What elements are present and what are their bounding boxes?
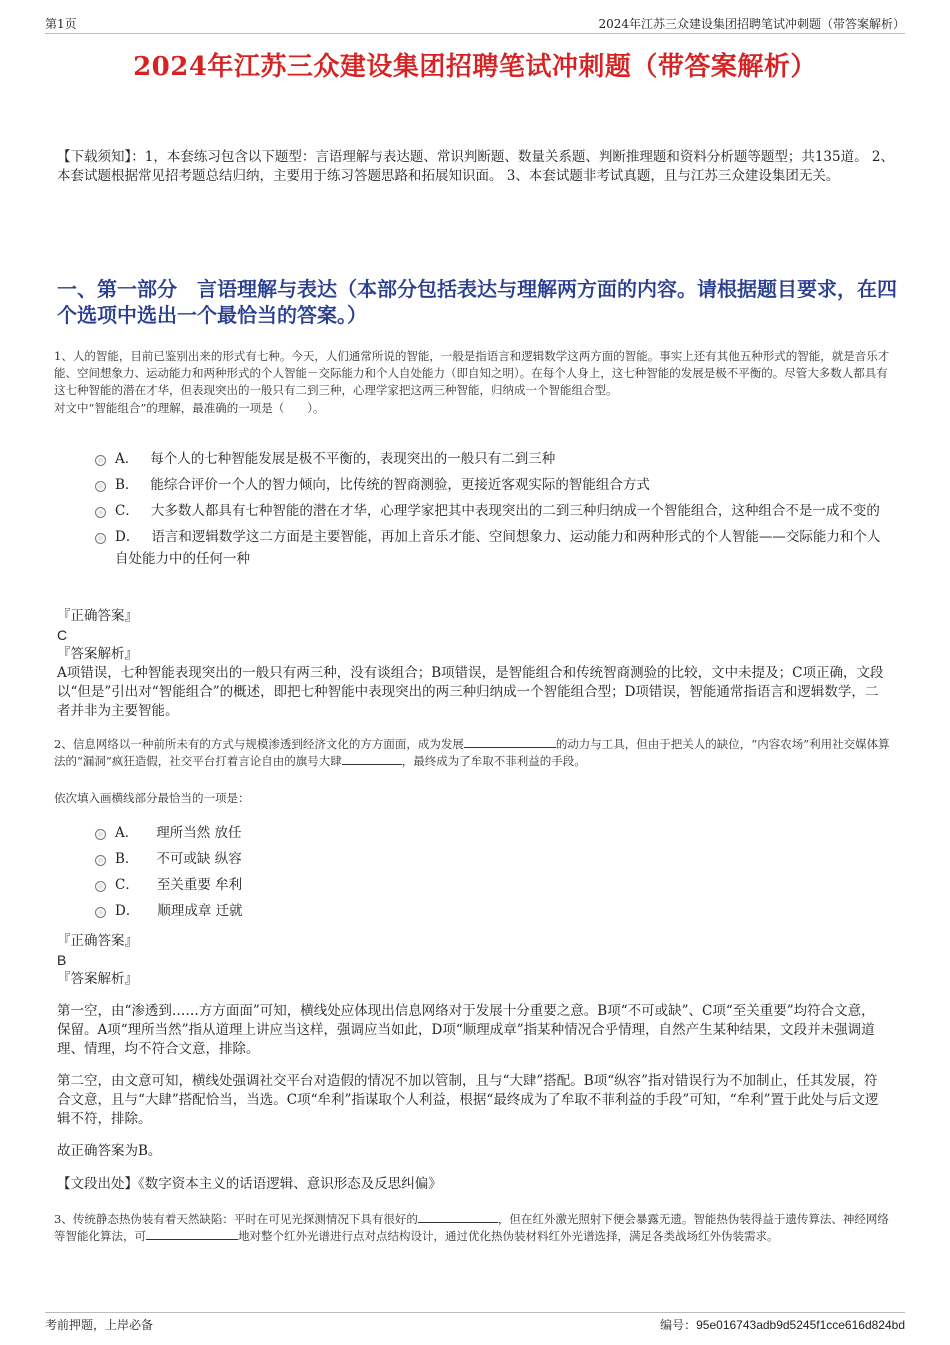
correct-answer: C (57, 627, 68, 643)
question-2-answer (57, 932, 887, 1194)
radio-icon[interactable] (95, 829, 106, 840)
question-1-answer (57, 607, 887, 721)
question-prompt: 对文中“智能组合”的理解，最准确的一项是（ ）。 (54, 401, 325, 415)
stem-part: 地对整个红外光谱进行点对点结构设计，通过优化热伪装材料红外光谱选择，满足各类战场红外伪装需求。 (238, 1229, 779, 1243)
question-stem (54, 1211, 899, 1245)
analysis-paragraph: 第一空，由“渗透到……方方面面”可知，横线处应体现出信息网络对于发展十分重要之意。B项“不可或缺”、C项“至关重要”均符合文意，保留。A项“理所当然”指从道理上讲应当这样，强调应当如此，D项“顺理成章”指某种情况合乎情理，自然产生某种结果，文段并未强调道理、情理，均不符合文意，排除。 (57, 1003, 875, 1057)
radio-icon[interactable] (95, 855, 106, 866)
header-doc-title: 2024年江苏三众建设集团招聘笔试冲刺题（带答案解析） (598, 17, 905, 31)
option-letter: D． (115, 903, 140, 919)
option-a[interactable] (95, 448, 885, 470)
radio-icon[interactable] (95, 881, 106, 892)
option-b[interactable] (95, 848, 885, 870)
option-letter: C． (115, 877, 139, 893)
question-1-options (95, 448, 885, 574)
answer-label: 『正确答案』 (57, 933, 138, 949)
analysis-text: A项错误，七种智能表现突出的一般只有两三种，没有谈组合；B项错误，是智能组合和传统智商测验的比较，文中未提及；C项正确，文段以“但是”引出对“智能组合”的概述，即把七种智能中表现突出的两三种归纳成一个智能组合型；D项错误，智能通常指语言和逻辑数学，二者并非为主要智能。 (57, 665, 884, 719)
question-stem: 1、人的智能，目前已鉴别出来的形式有七种。今天，人们通常所说的智能，一般是指语言和逻辑数学这两方面的智能。事实上还有其他五种形式的智能，就是音乐才能、空间想象力、运动能力和两种形式的个人智能－交际能力和个人自处能力（即自知之明）。在每个人身上，这七种智能的发展是极不平衡的。尽管大多数人都具有这七种智能的潜在才华，但表现突出的一般只有二到三种，心理学家把这两三种智能，归纳成一个智能组合型。 (54, 349, 890, 397)
option-d[interactable] (95, 900, 885, 922)
option-letter: D． (115, 529, 140, 545)
question-2-options (95, 822, 885, 926)
radio-icon[interactable] (95, 507, 106, 518)
radio-icon[interactable] (95, 481, 106, 492)
radio-icon[interactable] (95, 533, 106, 544)
text-source: 【文段出处】《数字资本主义的话语逻辑、意识形态及反思纠偏》 (57, 1176, 442, 1192)
option-text: 至关重要 牟利 (156, 877, 243, 893)
option-c[interactable] (95, 500, 885, 522)
option-text: 语言和逻辑数学这二方面是主要智能，再加上音乐才能、空间想象力、运动能力和两种形式的个人智能——交际能力和个人自处能力中的任何一种 (115, 529, 881, 567)
page-number: 第1页 (45, 17, 77, 31)
question-2 (54, 736, 899, 807)
stem-part: ，最终成为了牟取不菲利益的手段。 (401, 754, 586, 768)
analysis-conclusion: 故正确答案为B。 (57, 1143, 162, 1159)
radio-icon[interactable] (95, 907, 106, 918)
main-title: 2024年江苏三众建设集团招聘笔试冲刺题（带答案解析） (133, 52, 817, 82)
stem-part: ，但在红外激光照射下便会暴露无遗。智能热伪装得益于遗传算法、神经网络等智能化算法，可 (54, 1212, 889, 1243)
code-label: 编号： (660, 1318, 697, 1332)
question-3 (54, 1211, 899, 1245)
option-letter: A． (115, 825, 139, 841)
option-a[interactable] (95, 822, 885, 844)
footer-code (660, 1316, 905, 1333)
fill-blank (146, 1228, 238, 1240)
option-letter: C． (115, 503, 139, 519)
option-b[interactable] (95, 474, 885, 496)
code-value: 95e016743adb9d5245f1cce616d824bd (696, 1318, 905, 1332)
download-notice: 【下载须知】：1，本套练习包含以下题型：言语理解与表达题、常识判断题、数量关系题、判断推理题和资料分析题等题型；共135道。 2、本套试题根据常见招考题总结归纳，主要用于练习答题思路和拓展知识面。 3、本套试题非考试真题，且与江苏三众建设集团无关。 (57, 149, 894, 184)
answer-label: 『正确答案』 (57, 608, 138, 624)
analysis-paragraph: 第二空，由文意可知，横线处强调社交平台对造假的情况不加以管制，且与“大肆”搭配。B项“纵容”指对错误行为不加制止，任其发展，符合文意，且与“大肆”搭配恰当，当选。C项“牟利”指谋取个人利益，根据“最终成为了牟取不菲利益的手段”可知，“牟利”置于此处与后文逻辑不符，排除。 (57, 1073, 879, 1127)
option-text: 不可或缺 纵容 (156, 851, 242, 867)
stem-part: 的动力与工具，但由于把关人的缺位，“内容农场”利用社交媒体算法的“漏洞”疯狂造假，社交平台打着言论自由的旗号大肆 (54, 737, 890, 768)
option-c[interactable] (95, 874, 885, 896)
fill-blank (418, 1211, 498, 1223)
correct-answer: B (57, 952, 67, 968)
option-letter: B． (115, 851, 139, 867)
question-1 (54, 348, 899, 417)
stem-part: 3、传统静态热伪装有着天然缺陷：平时在可见光探测情况下具有很好的 (54, 1212, 418, 1226)
analysis-label: 『答案解析』 (57, 646, 138, 662)
option-text: 理所当然 放任 (156, 825, 242, 841)
fill-blank (464, 736, 556, 748)
radio-icon[interactable] (95, 455, 106, 466)
page-footer (45, 1312, 905, 1336)
option-text: 能综合评价一个人的智力倾向，比传统的智商测验，更接近客观实际的智能组合方式 (150, 477, 650, 493)
analysis-label: 『答案解析』 (57, 971, 138, 987)
option-letter: B． (115, 477, 139, 493)
section-heading: 一、第一部分 言语理解与表达（本部分包括表达与理解两方面的内容。请根据题目要求，在四个选项中选出一个最恰当的答案。） (57, 277, 897, 327)
stem-part: 2、信息网络以一种前所未有的方式与规模渗透到经济文化的方方面面，成为发展 (54, 737, 464, 751)
option-letter: A． (115, 451, 139, 467)
option-text: 大多数人都具有七种智能的潜在才华，心理学家把其中表现突出的二到三种归纳成一个智能组合，这种组合不是一成不变的 (150, 503, 880, 519)
option-text: 顺理成章 迁就 (157, 903, 243, 919)
page-header (45, 12, 905, 34)
option-d[interactable] (95, 526, 885, 570)
option-text: 每个人的七种智能发展是极不平衡的，表现突出的一般只有二到三种 (150, 451, 556, 467)
footer-slogan: 考前押题，上岸必备 (45, 1318, 154, 1332)
question-prompt: 依次填入画横线部分最恰当的一项是： (54, 791, 250, 805)
question-stem (54, 736, 899, 770)
fill-blank (342, 753, 402, 765)
